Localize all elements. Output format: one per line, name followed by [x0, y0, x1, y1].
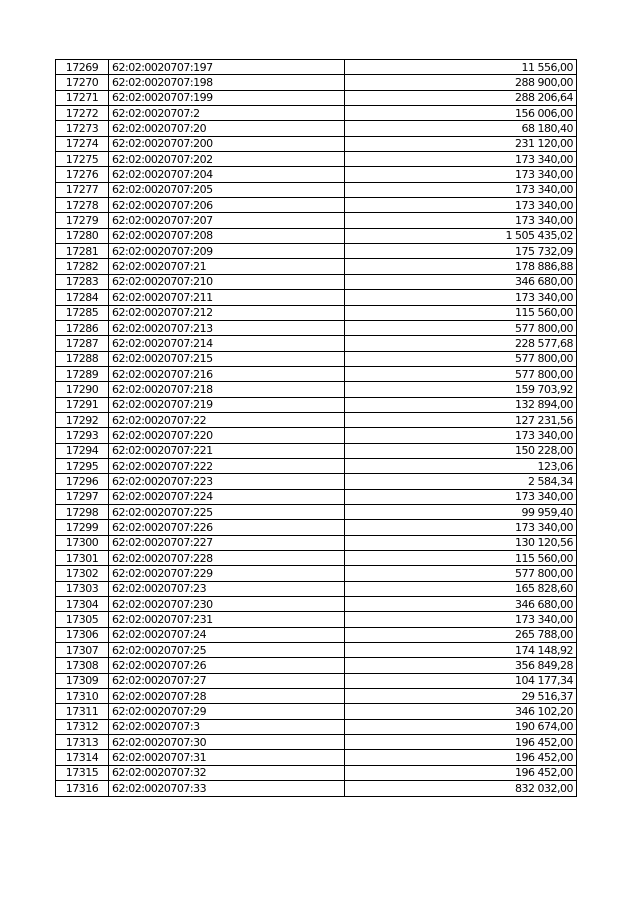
table-row	[56, 412, 577, 427]
table-row	[56, 228, 577, 243]
row-number-cell: 17273	[56, 121, 109, 136]
table-row	[56, 428, 577, 443]
table-row	[56, 504, 577, 519]
cadastral-value-cell: 190 674,00	[345, 719, 577, 734]
row-number-cell: 17288	[56, 351, 109, 366]
cadastral-value-cell: 99 959,40	[345, 504, 577, 519]
table-row	[56, 366, 577, 381]
row-number-cell: 17289	[56, 366, 109, 381]
cadastral-number-cell: 62:02:0020707:20	[109, 121, 345, 136]
table-row	[56, 351, 577, 366]
cadastral-value-cell: 159 703,92	[345, 382, 577, 397]
table-row	[56, 60, 577, 75]
row-number-cell: 17290	[56, 382, 109, 397]
cadastral-number-cell: 62:02:0020707:230	[109, 597, 345, 612]
cadastral-number-cell: 62:02:0020707:215	[109, 351, 345, 366]
cadastral-number-cell: 62:02:0020707:227	[109, 535, 345, 550]
table-row	[56, 627, 577, 642]
table-row	[56, 719, 577, 734]
table-row	[56, 520, 577, 535]
cadastral-number-cell: 62:02:0020707:199	[109, 90, 345, 105]
cadastral-number-cell: 62:02:0020707:220	[109, 428, 345, 443]
cadastral-value-cell: 2 584,34	[345, 474, 577, 489]
cadastral-value-cell: 196 452,00	[345, 750, 577, 765]
table-row	[56, 382, 577, 397]
cadastral-number-cell: 62:02:0020707:26	[109, 658, 345, 673]
cadastral-number-cell: 62:02:0020707:3	[109, 719, 345, 734]
row-number-cell: 17274	[56, 136, 109, 151]
cadastral-value-cell: 288 206,64	[345, 90, 577, 105]
cadastral-value-cell: 288 900,00	[345, 75, 577, 90]
cadastral-number-cell: 62:02:0020707:22	[109, 412, 345, 427]
cadastral-number-cell: 62:02:0020707:31	[109, 750, 345, 765]
row-number-cell: 17301	[56, 551, 109, 566]
cadastral-number-cell: 62:02:0020707:208	[109, 228, 345, 243]
table-row	[56, 397, 577, 412]
cadastral-number-cell: 62:02:0020707:212	[109, 305, 345, 320]
row-number-cell: 17295	[56, 458, 109, 473]
cadastral-value-cell: 346 680,00	[345, 274, 577, 289]
row-number-cell: 17286	[56, 320, 109, 335]
cadastral-number-cell: 62:02:0020707:221	[109, 443, 345, 458]
cadastral-value-cell: 132 894,00	[345, 397, 577, 412]
cadastral-number-cell: 62:02:0020707:210	[109, 274, 345, 289]
row-number-cell: 17281	[56, 244, 109, 259]
row-number-cell: 17299	[56, 520, 109, 535]
cadastral-value-cell: 115 560,00	[345, 305, 577, 320]
table-row	[56, 781, 577, 796]
table-row	[56, 106, 577, 121]
cadastral-number-cell: 62:02:0020707:21	[109, 259, 345, 274]
cadastral-number-cell: 62:02:0020707:228	[109, 551, 345, 566]
cadastral-number-cell: 62:02:0020707:229	[109, 566, 345, 581]
cadastral-value-cell: 173 340,00	[345, 612, 577, 627]
row-number-cell: 17275	[56, 152, 109, 167]
cadastral-number-cell: 62:02:0020707:214	[109, 336, 345, 351]
table-row	[56, 535, 577, 550]
cadastral-number-cell: 62:02:0020707:23	[109, 581, 345, 596]
row-number-cell: 17284	[56, 290, 109, 305]
row-number-cell: 17309	[56, 673, 109, 688]
row-number-cell: 17283	[56, 274, 109, 289]
cadastral-number-cell: 62:02:0020707:209	[109, 244, 345, 259]
cadastral-value-cell: 196 452,00	[345, 765, 577, 780]
row-number-cell: 17313	[56, 735, 109, 750]
row-number-cell: 17311	[56, 704, 109, 719]
cadastral-number-cell: 62:02:0020707:198	[109, 75, 345, 90]
cadastral-value-cell: 346 102,20	[345, 704, 577, 719]
table-body	[56, 60, 577, 797]
row-number-cell: 17297	[56, 489, 109, 504]
cadastral-value-cell: 231 120,00	[345, 136, 577, 151]
row-number-cell: 17300	[56, 535, 109, 550]
row-number-cell: 17278	[56, 198, 109, 213]
table-row	[56, 75, 577, 90]
cadastral-value-cell: 832 032,00	[345, 781, 577, 796]
row-number-cell: 17308	[56, 658, 109, 673]
cadastral-number-cell: 62:02:0020707:225	[109, 504, 345, 519]
cadastral-value-cell: 346 680,00	[345, 597, 577, 612]
cadastral-value-cell: 68 180,40	[345, 121, 577, 136]
table-row	[56, 274, 577, 289]
cadastral-value-cell: 173 340,00	[345, 182, 577, 197]
cadastral-number-cell: 62:02:0020707:24	[109, 627, 345, 642]
row-number-cell: 17291	[56, 397, 109, 412]
row-number-cell: 17277	[56, 182, 109, 197]
table-row	[56, 673, 577, 688]
table-row	[56, 597, 577, 612]
row-number-cell: 17272	[56, 106, 109, 121]
table-row	[56, 182, 577, 197]
cadastral-value-cell: 104 177,34	[345, 673, 577, 688]
row-number-cell: 17296	[56, 474, 109, 489]
cadastral-number-cell: 62:02:0020707:33	[109, 781, 345, 796]
row-number-cell: 17315	[56, 765, 109, 780]
cadastral-value-cell: 577 800,00	[345, 320, 577, 335]
row-number-cell: 17307	[56, 643, 109, 658]
table-row	[56, 443, 577, 458]
cadastral-value-cell: 173 340,00	[345, 290, 577, 305]
cadastral-number-cell: 62:02:0020707:25	[109, 643, 345, 658]
table-row	[56, 336, 577, 351]
cadastral-number-cell: 62:02:0020707:206	[109, 198, 345, 213]
row-number-cell: 17316	[56, 781, 109, 796]
cadastral-value-cell: 156 006,00	[345, 106, 577, 121]
cadastral-value-cell: 173 340,00	[345, 152, 577, 167]
table-row	[56, 152, 577, 167]
row-number-cell: 17282	[56, 259, 109, 274]
cadastral-number-cell: 62:02:0020707:205	[109, 182, 345, 197]
table-row	[56, 581, 577, 596]
cadastral-number-cell: 62:02:0020707:213	[109, 320, 345, 335]
cadastral-number-cell: 62:02:0020707:216	[109, 366, 345, 381]
table-row	[56, 765, 577, 780]
cadastral-value-cell: 173 340,00	[345, 520, 577, 535]
row-number-cell: 17298	[56, 504, 109, 519]
table-row	[56, 704, 577, 719]
table-row	[56, 244, 577, 259]
cadastral-number-cell: 62:02:0020707:224	[109, 489, 345, 504]
cadastral-value-cell: 577 800,00	[345, 366, 577, 381]
cadastral-value-cell: 174 148,92	[345, 643, 577, 658]
cadastral-value-cell: 173 340,00	[345, 489, 577, 504]
table-row	[56, 136, 577, 151]
table-row	[56, 750, 577, 765]
cadastral-value-cell: 127 231,56	[345, 412, 577, 427]
cadastral-number-cell: 62:02:0020707:30	[109, 735, 345, 750]
cadastral-number-cell: 62:02:0020707:29	[109, 704, 345, 719]
row-number-cell: 17304	[56, 597, 109, 612]
row-number-cell: 17306	[56, 627, 109, 642]
cadastral-value-cell: 165 828,60	[345, 581, 577, 596]
table-row	[56, 213, 577, 228]
cadastral-value-cell: 173 340,00	[345, 198, 577, 213]
table-row	[56, 689, 577, 704]
row-number-cell: 17270	[56, 75, 109, 90]
cadastral-number-cell: 62:02:0020707:32	[109, 765, 345, 780]
row-number-cell: 17314	[56, 750, 109, 765]
cadastral-value-cell: 123,06	[345, 458, 577, 473]
table-row	[56, 320, 577, 335]
cadastral-number-cell: 62:02:0020707:204	[109, 167, 345, 182]
table-row	[56, 167, 577, 182]
table-row	[56, 643, 577, 658]
row-number-cell: 17302	[56, 566, 109, 581]
cadastral-value-cell: 577 800,00	[345, 566, 577, 581]
row-number-cell: 17293	[56, 428, 109, 443]
row-number-cell: 17287	[56, 336, 109, 351]
cadastral-value-cell: 173 340,00	[345, 428, 577, 443]
row-number-cell: 17280	[56, 228, 109, 243]
row-number-cell: 17279	[56, 213, 109, 228]
row-number-cell: 17310	[56, 689, 109, 704]
table-row	[56, 566, 577, 581]
table-row	[56, 551, 577, 566]
cadastral-number-cell: 62:02:0020707:222	[109, 458, 345, 473]
row-number-cell: 17312	[56, 719, 109, 734]
cadastral-number-cell: 62:02:0020707:2	[109, 106, 345, 121]
cadastral-number-cell: 62:02:0020707:211	[109, 290, 345, 305]
table-row	[56, 305, 577, 320]
table-row	[56, 612, 577, 627]
cadastral-value-cell: 173 340,00	[345, 167, 577, 182]
cadastral-number-cell: 62:02:0020707:231	[109, 612, 345, 627]
row-number-cell: 17269	[56, 60, 109, 75]
cadastral-value-cell: 228 577,68	[345, 336, 577, 351]
row-number-cell: 17285	[56, 305, 109, 320]
cadastral-number-cell: 62:02:0020707:197	[109, 60, 345, 75]
cadastral-value-table	[55, 59, 577, 797]
cadastral-value-cell: 265 788,00	[345, 627, 577, 642]
cadastral-value-cell: 356 849,28	[345, 658, 577, 673]
table-row	[56, 458, 577, 473]
cadastral-value-cell: 130 120,56	[345, 535, 577, 550]
cadastral-number-cell: 62:02:0020707:223	[109, 474, 345, 489]
table-row	[56, 474, 577, 489]
row-number-cell: 17292	[56, 412, 109, 427]
table-row	[56, 735, 577, 750]
cadastral-number-cell: 62:02:0020707:28	[109, 689, 345, 704]
cadastral-value-cell: 196 452,00	[345, 735, 577, 750]
row-number-cell: 17271	[56, 90, 109, 105]
cadastral-number-cell: 62:02:0020707:27	[109, 673, 345, 688]
row-number-cell: 17294	[56, 443, 109, 458]
cadastral-value-cell: 577 800,00	[345, 351, 577, 366]
table-row	[56, 198, 577, 213]
cadastral-value-cell: 175 732,09	[345, 244, 577, 259]
row-number-cell: 17305	[56, 612, 109, 627]
cadastral-value-cell: 29 516,37	[345, 689, 577, 704]
cadastral-number-cell: 62:02:0020707:200	[109, 136, 345, 151]
table-row	[56, 259, 577, 274]
cadastral-number-cell: 62:02:0020707:219	[109, 397, 345, 412]
cadastral-number-cell: 62:02:0020707:226	[109, 520, 345, 535]
cadastral-value-cell: 11 556,00	[345, 60, 577, 75]
cadastral-value-cell: 173 340,00	[345, 213, 577, 228]
cadastral-value-cell: 150 228,00	[345, 443, 577, 458]
cadastral-number-cell: 62:02:0020707:207	[109, 213, 345, 228]
cadastral-value-cell: 178 886,88	[345, 259, 577, 274]
row-number-cell: 17276	[56, 167, 109, 182]
table-row	[56, 658, 577, 673]
table-row	[56, 121, 577, 136]
row-number-cell: 17303	[56, 581, 109, 596]
table-row	[56, 489, 577, 504]
cadastral-number-cell: 62:02:0020707:202	[109, 152, 345, 167]
table-row	[56, 290, 577, 305]
cadastral-value-cell: 115 560,00	[345, 551, 577, 566]
cadastral-number-cell: 62:02:0020707:218	[109, 382, 345, 397]
cadastral-value-cell: 1 505 435,02	[345, 228, 577, 243]
table-row	[56, 90, 577, 105]
